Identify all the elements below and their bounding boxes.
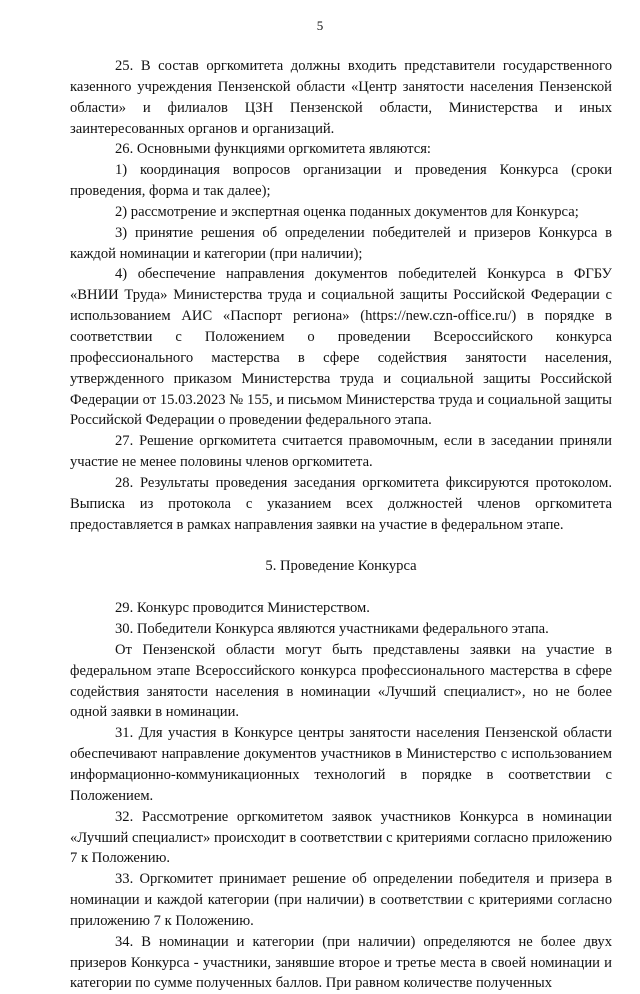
paragraph-26: 26. Основными функциями оргкомитета являются:	[115, 141, 431, 158]
list-item-1: 1) координация вопросов организации и проведения Конкурса (сроки проведения, форма и так далее);	[70, 162, 612, 200]
list-item-3: 3) принятие решения об определении победителей и призеров Конкурса в каждой номинации и категории (при наличии);	[70, 224, 612, 262]
list-item-2: 2) рассмотрение и экспертная оценка поданных документов для Конкурса;	[115, 203, 579, 220]
page-number: 5	[316, 18, 324, 33]
paragraph-29: 29. Конкурс проводится Министерством.	[115, 600, 370, 617]
paragraph-30: 30. Победители Конкурса являются участниками федерального этапа.	[115, 621, 549, 638]
paragraph-34: 34. В номинации и категории (при наличии) определяются не более двух призеров Конкурса - участники, занявшие второе и третье места в своей номинации и категории по сумме полученных баллов. При равном количестве полученных	[70, 933, 612, 992]
paragraph-33: 33. Оргкомитет принимает решение об определении победителя и призера в номинации и каждой категории (при наличии) в соответствии с критериями согласно приложению 7 к Положению.	[70, 871, 612, 929]
paragraph-32: 32. Рассмотрение оргкомитетом заявок участников Конкурса в номинации «Лучший специалист» происходит в соответствии с критериями согласно приложению 7 к Положению.	[70, 808, 612, 867]
document-body	[70, 56, 612, 994]
paragraph-27: 27. Решение оргкомитета считается правомочным, если в заседании приняли участие не менее половины членов оргкомитета.	[70, 433, 612, 471]
list-item-4: 4) обеспечение направления документов победителей Конкурса в ФГБУ «ВНИИ Труда» Министерства труда и социальной защиты Российской Федерации с использованием АИС «Паспорт региона» (https://new.czn-office.ru/) в порядке в соответствии с Положением о проведении Всероссийского конкурса профессионального мастерства в сфере содействия занятости населения, утвержденного приказом Министерства труда и социальной защиты Российской Федерации от 15.03.2023 № 155, и письмом Министерства труда и социальной защиты Российской Федерации о проведении федерального этапа.	[70, 266, 612, 429]
section-heading: 5. Проведение Конкурса	[265, 558, 417, 575]
paragraph-30-continued: От Пензенской области могут быть представлены заявки на участие в федеральном этапе Всероссийского конкурса профессионального мастерства в сфере содействия занятости населения в номинации «Лучший специалист», но не более одной заявки в номинации.	[70, 641, 612, 721]
paragraph-25: 25. В состав оргкомитета должны входить представители государственного казенного учреждения Пензенской области «Центр занятости населения Пензенской области» и филиалов ЦЗН Пензенской области, Министерства и иных заинтересованных органов и организаций.	[70, 58, 612, 137]
paragraph-28: 28. Результаты проведения заседания оргкомитета фиксируются протоколом. Выписка из протокола с указанием всех должностей членов оргкомитета предоставляется в рамках направления заявки на участие в федеральном этапе.	[70, 474, 612, 533]
paragraph-31: 31. Для участия в Конкурсе центры занятости населения Пензенской области обеспечивают направление документов участников в Министерство с использованием информационно-коммуникационных технологий в порядке в соответствии с Положением.	[70, 725, 612, 804]
